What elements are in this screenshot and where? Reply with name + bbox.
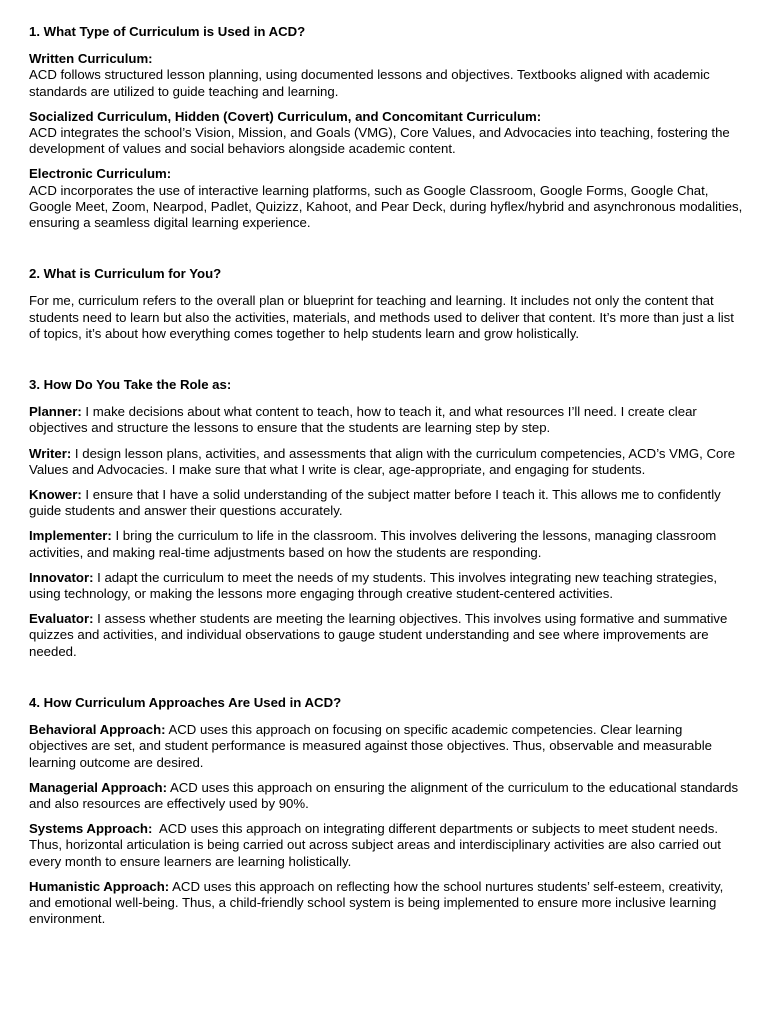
curriculum-definition-block xyxy=(29,293,744,342)
section-spacer xyxy=(29,351,744,377)
block-text: For me, curriculum refers to the overall plan or blueprint for teaching and learning. It includes not only the content that students need to learn but also the activities, materials, and methods used to deliver that content. It’s more than just a list of topics, it’s about how everything comes together to help students learn and grow holistically. xyxy=(29,293,734,341)
approach-term: Humanistic Approach: xyxy=(29,878,170,894)
section-heading: 1. What Type of Curriculum is Used in ACD? xyxy=(29,24,306,39)
approach-text: ACD uses this approach on focusing on specific academic competencies. Clear learning objectives are set, and student performance is measured against those objectives. Thus, observable and measurable learning outcome are desired. xyxy=(29,722,712,770)
approach-systems xyxy=(29,821,744,870)
section-spacer xyxy=(29,240,744,266)
section-curriculum-for-you xyxy=(29,266,744,342)
socialized-curriculum-block xyxy=(29,109,744,158)
approach-term: Systems Approach: xyxy=(29,821,153,837)
role-term: Innovator: xyxy=(29,569,94,585)
approach-text: ACD uses this approach on integrating different departments or subjects to meet student needs. Thus, horizontal articulation is being carried out across subject areas and interdisciplinary activities are also carried out every month to ensure learners are learning holistically. xyxy=(29,821,725,869)
section-heading: 2. What is Curriculum for You? xyxy=(29,266,222,282)
role-term: Planner: xyxy=(29,404,82,420)
section-roles xyxy=(29,377,744,660)
approach-term: Behavioral Approach: xyxy=(29,722,166,738)
role-text: I adapt the curriculum to meet the needs of my students. This involves integrating new teaching strategies, using technology, or making the lessons more engaging through creative student-centered activities. xyxy=(29,569,718,602)
block-title: Written Curriculum: xyxy=(29,51,153,67)
role-term: Knower: xyxy=(29,487,82,503)
role-writer xyxy=(29,446,744,478)
approach-behavioral xyxy=(29,722,744,771)
section-heading: 4. How Curriculum Approaches Are Used in ACD? xyxy=(29,694,342,710)
block-text: ACD integrates the school’s Vision, Mission, and Goals (VMG), Core Values, and Advocacies into teaching, fostering the development of values and social behaviors alongside academic content. xyxy=(29,125,730,157)
role-innovator xyxy=(29,570,744,602)
approach-text: ACD uses this approach on ensuring the alignment of the curriculum to the educational standards and also resources are effectively used by 90%. xyxy=(29,779,739,811)
written-curriculum-block xyxy=(29,51,744,100)
block-text: ACD follows structured lesson planning, using documented lessons and objectives. Textbooks aligned with academic standards are utilized to guide teaching and learning. xyxy=(29,67,710,99)
block-text: ACD incorporates the use of interactive learning platforms, such as Google Classroom, Google Forms, Google Chat, Google Meet, Zoom, Nearpod, Padlet, Quizizz, Kahoot, and Pear Deck, during hyflex/hybrid and asynchronous modalities, ensuring a seamless digital learning experience. xyxy=(29,182,743,231)
role-evaluator xyxy=(29,611,744,660)
role-term: Implementer: xyxy=(29,528,112,544)
role-knower xyxy=(29,487,744,519)
section-curriculum-types xyxy=(29,24,744,231)
section-approaches xyxy=(29,695,744,927)
block-title: Electronic Curriculum: xyxy=(29,166,172,182)
role-text: I make decisions about what content to teach, how to teach it, and what resources I’ll need. I create clear objectives and structure the lessons to ensure that the students are learning step by step. xyxy=(29,404,697,436)
approach-term: Managerial Approach: xyxy=(29,779,168,795)
approach-text: ACD uses this approach on reflecting how the school nurtures students’ self-esteem, creativity, and emotional well-being. Thus, a child-friendly school system is being implemented to ensure more inclusive learning environment. xyxy=(29,878,724,927)
block-title: Socialized Curriculum, Hidden (Covert) Curriculum, and Concomitant Curriculum: xyxy=(29,108,542,124)
role-text: I bring the curriculum to life in the classroom. This involves delivering the lessons, managing classroom activities, and making real-time adjustments based on how the students are responding. xyxy=(29,528,717,560)
section-spacer xyxy=(29,669,744,695)
role-text: I design lesson plans, activities, and assessments that align with the curriculum competencies, ACD’s VMG, Core Values and Advocacies. I make sure that what I write is clear, age-appropriate, and engaging for students. xyxy=(29,445,736,477)
role-planner xyxy=(29,404,744,436)
role-text: I ensure that I have a solid understanding of the subject matter before I teach it. This allows me to confidently guide students and answer their questions accurately. xyxy=(29,487,721,519)
electronic-curriculum-block xyxy=(29,166,744,231)
role-term: Writer: xyxy=(29,445,72,461)
section-heading: 3. How Do You Take the Role as: xyxy=(29,377,232,393)
approach-managerial xyxy=(29,780,744,812)
role-term: Evaluator: xyxy=(29,611,94,627)
role-text: I assess whether students are meeting the learning objectives. This involves using formative and summative quizzes and activities, and individual observations to gauge student understanding and see where improvements are needed. xyxy=(29,611,728,659)
role-implementer xyxy=(29,528,744,560)
approach-humanistic xyxy=(29,879,744,928)
